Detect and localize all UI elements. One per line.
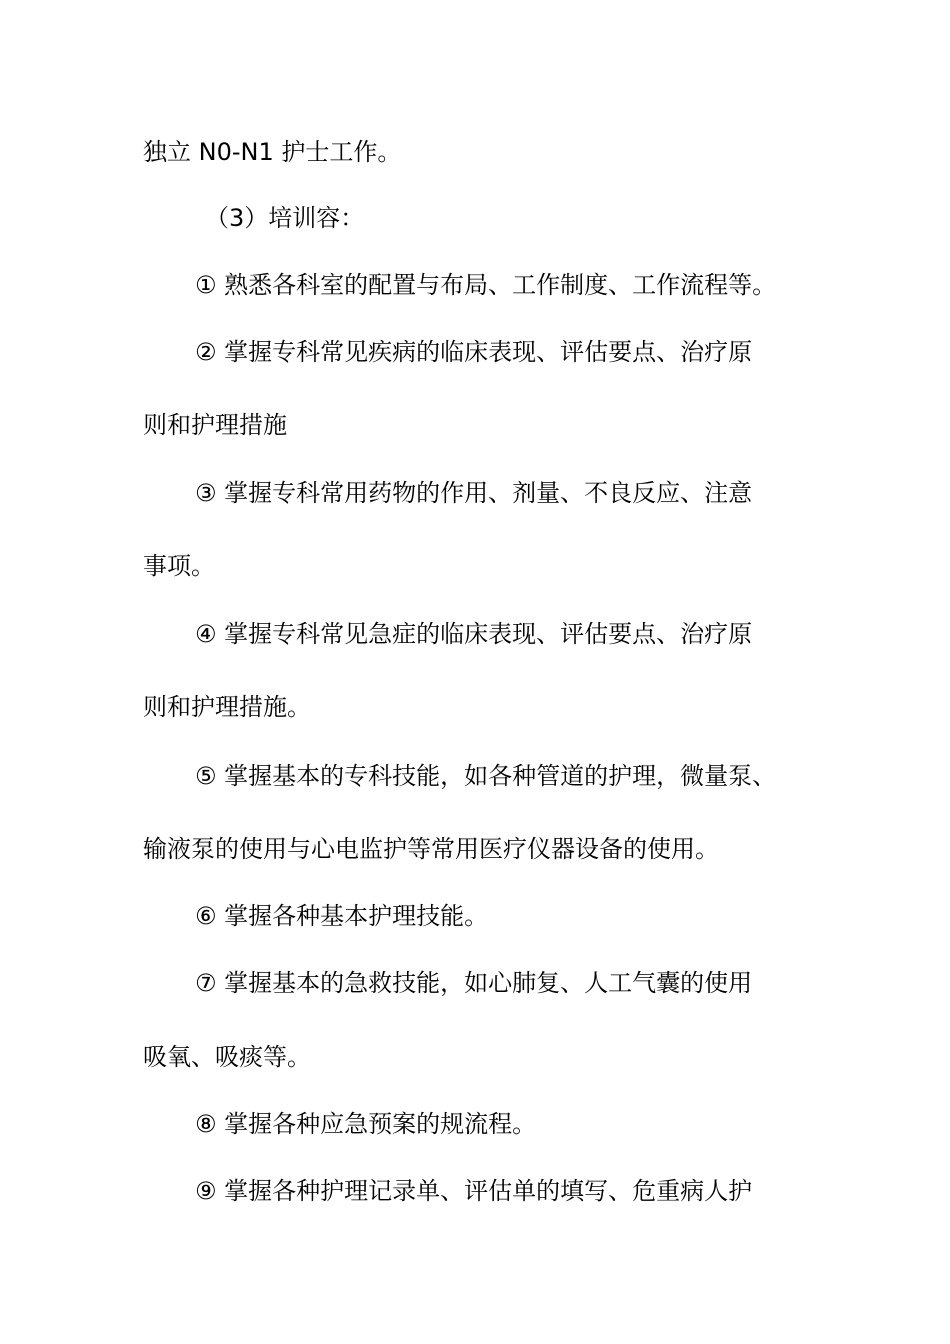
paragraph-line: 独立 N0-N1 护士工作。 [143,138,402,166]
list-item: ⑨ 掌握各种护理记录单、评估单的填写、危重病人护 [195,1177,753,1205]
list-item: ② 掌握专科常见疾病的临床表现、评估要点、治疗原 [195,338,753,366]
list-item: ① 熟悉各科室的配置与布局、工作制度、工作流程等。 [195,271,777,299]
list-item-continuation: 吸氧、吸痰等。 [143,1043,311,1071]
list-item: ③ 掌握专科常用药物的作用、剂量、不良反应、注意 [195,479,753,507]
list-item: ⑤ 掌握基本的专科技能，如各种管道的护理，微量泵、 [195,762,777,790]
list-item: ④ 掌握专科常见急症的临床表现、评估要点、治疗原 [195,620,753,648]
list-item-continuation: 则和护理措施。 [143,693,311,721]
list-item: ⑦ 掌握基本的急救技能，如心肺复、人工气囊的使用 [195,969,753,997]
list-item: ⑧ 掌握各种应急预案的规流程。 [195,1110,537,1138]
list-item: ⑥ 掌握各种基本护理技能。 [195,902,489,930]
section-heading: （3）培训容： [205,204,365,232]
list-item-continuation: 则和护理措施 [143,411,287,439]
list-item-continuation: 事项。 [143,552,215,580]
list-item-continuation: 输液泵的使用与心电监护等常用医疗仪器设备的使用。 [143,835,719,863]
